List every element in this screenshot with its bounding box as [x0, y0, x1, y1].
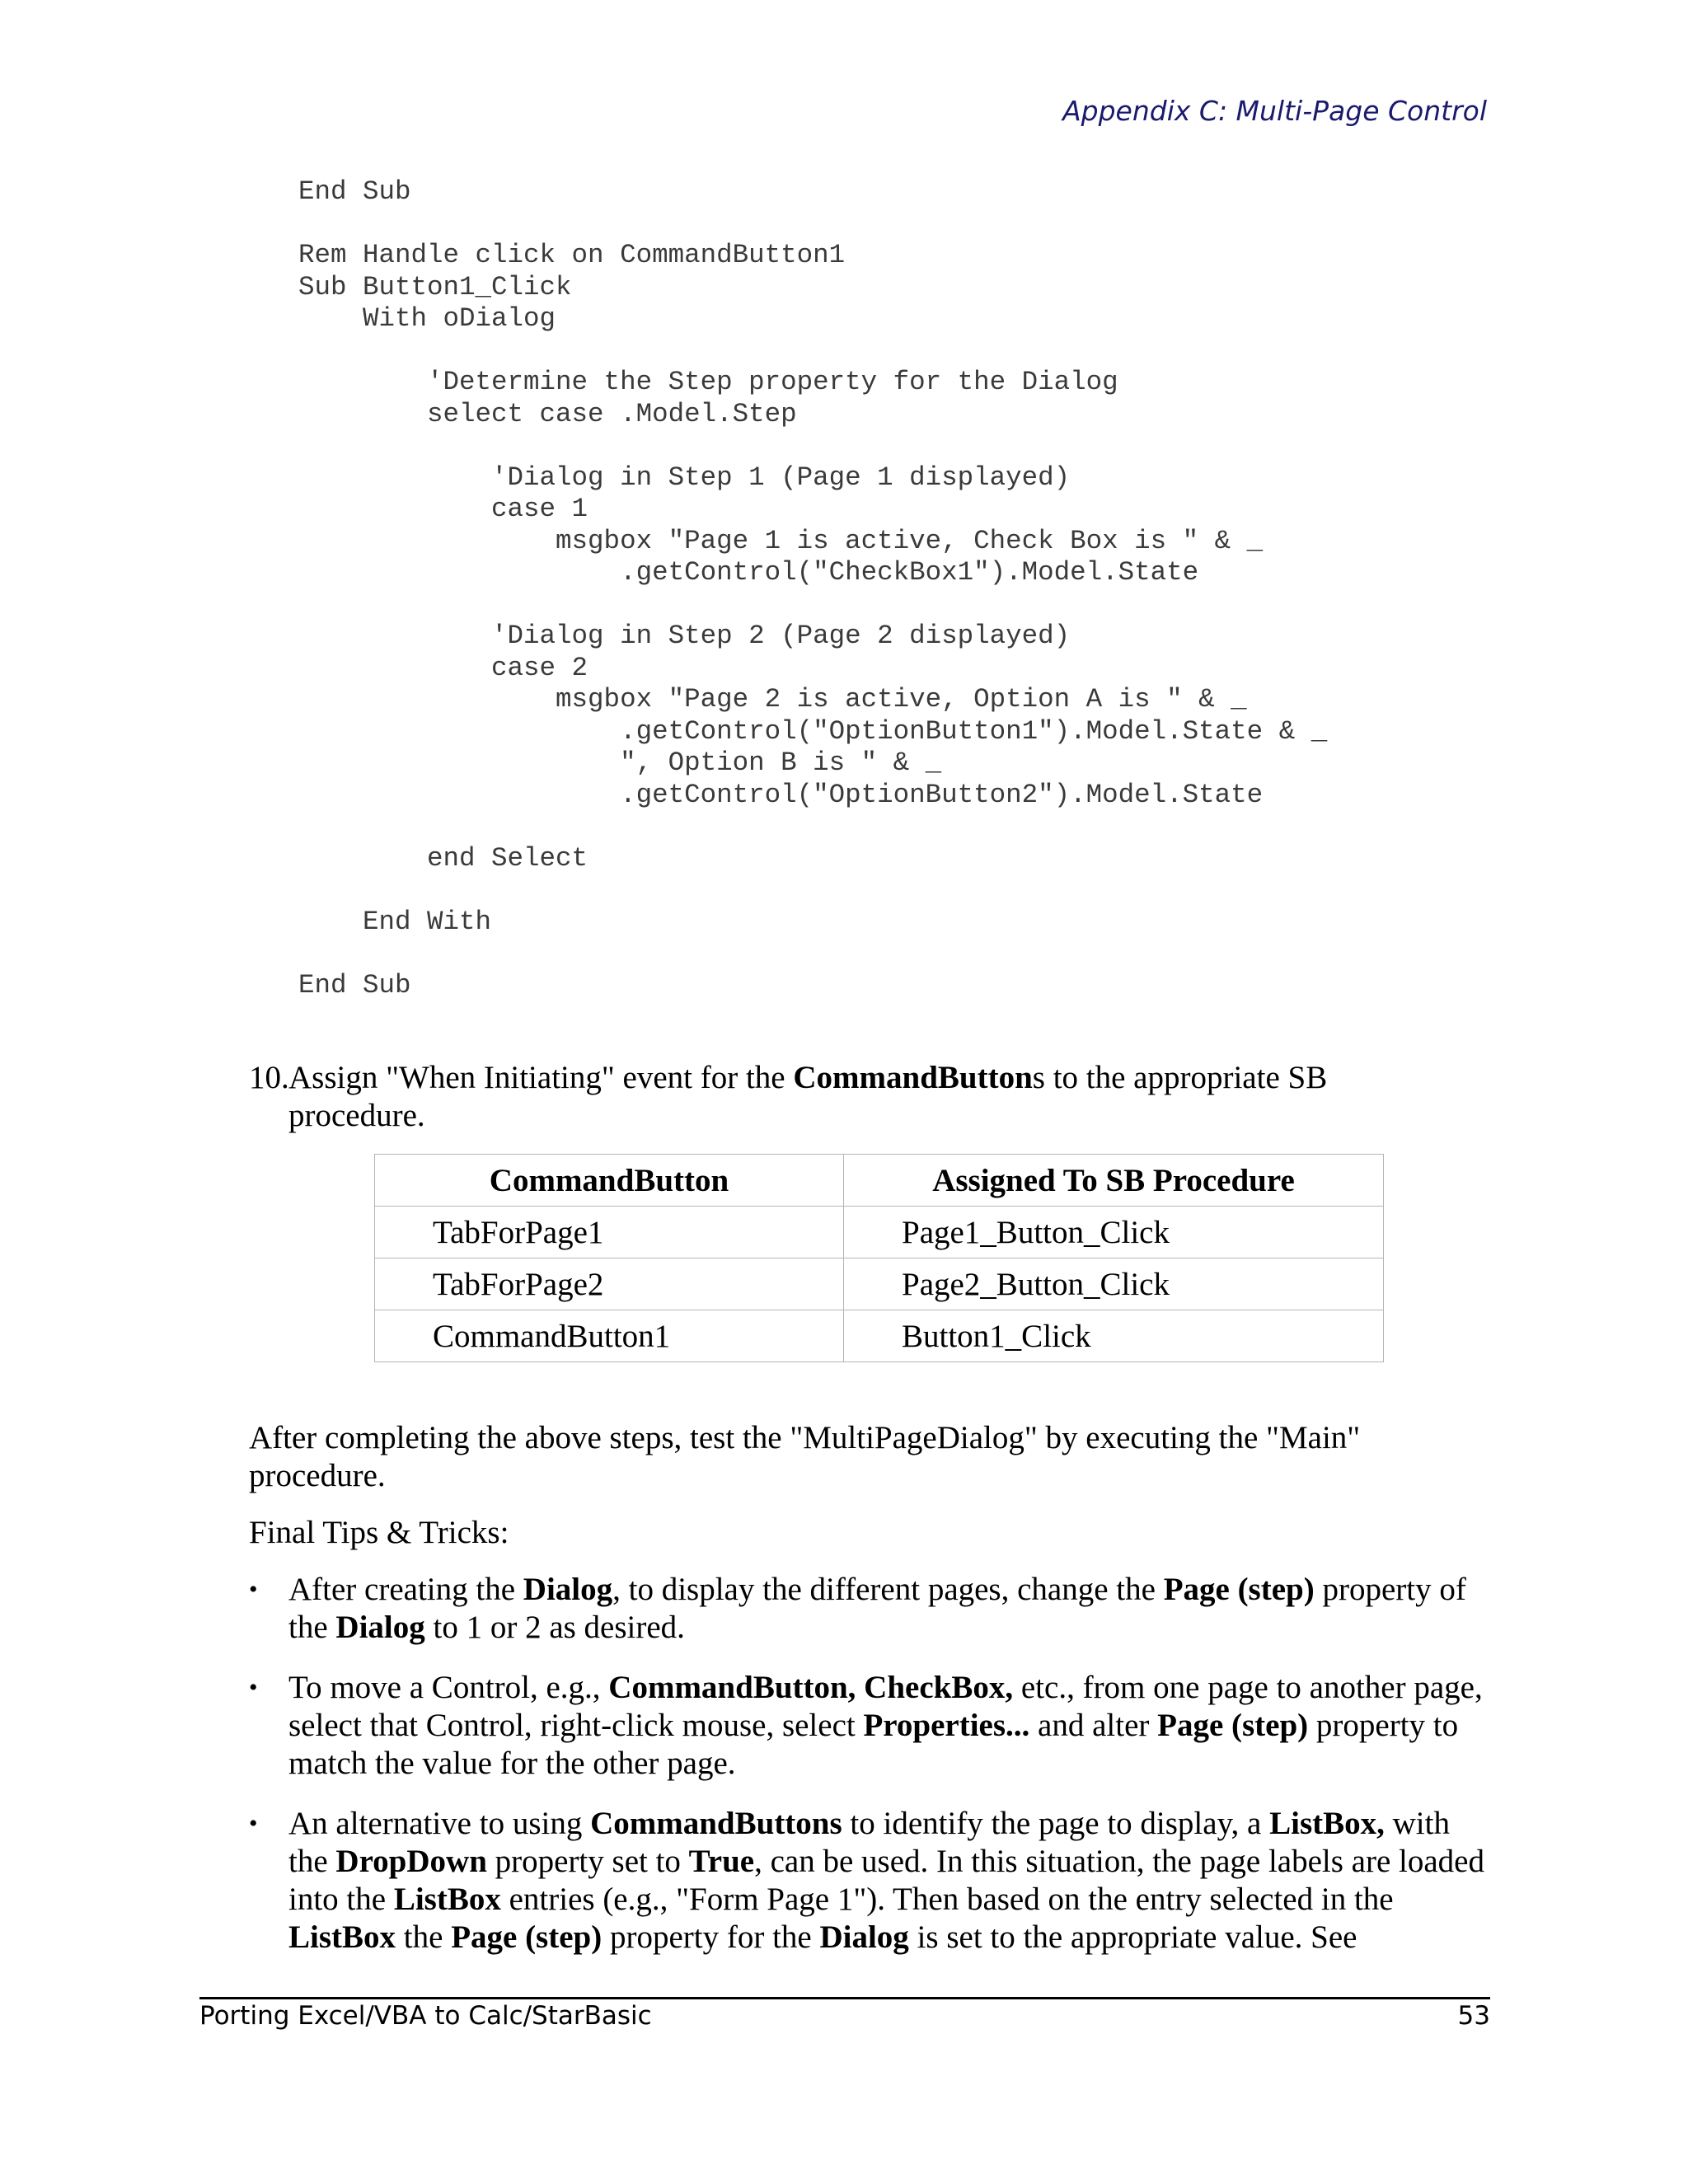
text-bold: Properties... — [863, 1708, 1030, 1743]
bullet-text — [249, 1571, 1493, 1647]
code-line: case 1 — [298, 494, 588, 524]
code-line: .getControl("OptionButton1").Model.State & _ — [298, 715, 1328, 747]
text-part: property of the — [288, 1572, 1466, 1645]
text-bold: Page (step) — [1157, 1708, 1309, 1743]
tip-bullet-2 — [249, 1669, 1493, 1783]
text-bold: True — [688, 1844, 755, 1879]
code-line: End Sub — [298, 969, 411, 1001]
code-line: end Select — [298, 842, 588, 874]
code-line: End Sub — [298, 176, 411, 207]
tip-bullet-1 — [249, 1571, 1493, 1647]
table-cell: CommandButton1 — [375, 1310, 844, 1362]
footer-book-title: Porting Excel/VBA to Calc/StarBasic — [199, 2001, 652, 2031]
footer-divider — [199, 1997, 1490, 1999]
code-line: Rem Handle click on CommandButton1 — [298, 240, 846, 270]
table-cell: Button1_Click — [844, 1310, 1384, 1362]
code-line: End With — [298, 906, 492, 937]
code-line: msgbox "Page 1 is active, Check Box is " & _ — [298, 525, 1264, 556]
code-listing — [298, 176, 1327, 1001]
bullet-icon: • — [249, 1810, 258, 1837]
column-header-procedure: Assigned To SB Procedure — [844, 1155, 1384, 1207]
bullet-icon: • — [249, 1576, 258, 1603]
table-cell: TabForPage1 — [375, 1207, 844, 1258]
code-line — [298, 335, 1327, 368]
text-part: and alter — [1029, 1708, 1158, 1743]
footer-page-number: 53 — [1457, 2001, 1490, 2031]
assignment-table — [374, 1154, 1384, 1362]
table-row — [375, 1258, 1384, 1310]
bullet-icon: • — [249, 1674, 258, 1701]
text-part: is set to the appropriate value. See — [908, 1919, 1357, 1955]
text-part: An alternative to using — [288, 1806, 591, 1841]
text-part: with the — [288, 1806, 1450, 1879]
code-line: 'Determine the Step property for the Dialog — [298, 367, 1118, 397]
code-line — [298, 209, 1327, 241]
text-bold: CommandButton, CheckBox, — [608, 1670, 1014, 1705]
text-bold: Page (step) — [451, 1919, 603, 1955]
step-number: 10. — [249, 1060, 289, 1095]
step-text — [249, 1059, 1469, 1135]
table-cell: Page1_Button_Click — [844, 1207, 1384, 1258]
text-part: property for the — [602, 1919, 820, 1955]
text-part: etc., from one page to another page, select that Control, right-click mouse, select — [288, 1670, 1483, 1743]
code-line: 'Dialog in Step 2 (Page 2 displayed) — [298, 621, 1071, 651]
page-header-title: Appendix C: Multi-Page Control — [1062, 95, 1487, 127]
step-10-item — [249, 1059, 1469, 1135]
text-part: , can be used. In this situation, the page labels are loaded into the — [288, 1844, 1484, 1917]
table-cell: TabForPage2 — [375, 1258, 844, 1310]
text-part: After creating the — [288, 1572, 523, 1607]
code-line: select case .Model.Step — [298, 398, 797, 429]
text-bold: CommandButtons — [590, 1806, 842, 1841]
text-bold: DropDown — [335, 1844, 487, 1879]
tips-heading: Final Tips & Tricks: — [249, 1515, 509, 1550]
code-line: ", Option B is " & _ — [298, 748, 942, 778]
text-bold: Dialog — [819, 1919, 909, 1955]
tip-bullet-3 — [249, 1805, 1493, 1957]
code-line: 'Dialog in Step 1 (Page 1 displayed) — [298, 462, 1071, 493]
text-bold: ListBox — [288, 1919, 396, 1955]
code-line: .getControl("CheckBox1").Model.State — [298, 557, 1199, 588]
text-part: , to display the different pages, change the — [612, 1572, 1164, 1607]
step-text-bold: CommandButton — [793, 1060, 1033, 1095]
code-line: .getControl("OptionButton2").Model.State — [298, 779, 1264, 810]
bullet-text — [249, 1669, 1493, 1783]
bullet-text — [249, 1805, 1493, 1957]
code-line — [298, 874, 1327, 907]
text-bold: Dialog — [523, 1572, 613, 1607]
text-bold: ListBox — [393, 1882, 501, 1917]
table-header-row — [375, 1155, 1384, 1207]
table-row — [375, 1207, 1384, 1258]
code-line — [298, 811, 1327, 843]
code-line — [298, 430, 1327, 462]
code-line — [298, 589, 1327, 621]
code-line: Sub Button1_Click — [298, 271, 572, 302]
text-part: the — [396, 1919, 452, 1955]
table-row — [375, 1310, 1384, 1362]
text-part: To move a Control, e.g., — [288, 1670, 609, 1705]
text-part: property to match the value for the other page. — [288, 1708, 1459, 1781]
text-bold: Dialog — [335, 1610, 425, 1645]
after-steps-paragraph: After completing the above steps, test the "MultiPageDialog" by executing the "Main" procedure. — [249, 1420, 1361, 1493]
text-part: property set to — [486, 1844, 689, 1879]
column-header-commandbutton: CommandButton — [375, 1155, 844, 1207]
step-text-part: Assign "When Initiating" event for the — [288, 1060, 794, 1095]
code-line: With oDialog — [298, 303, 556, 334]
table-cell: Page2_Button_Click — [844, 1258, 1384, 1310]
code-line: msgbox "Page 2 is active, Option A is " & _ — [298, 684, 1247, 715]
text-part: entries (e.g., "Form Page 1"). Then based on the entry selected in the — [500, 1882, 1394, 1917]
text-part: to identify the page to display, a — [842, 1806, 1270, 1841]
code-line: case 2 — [298, 652, 588, 683]
text-bold: Page (step) — [1163, 1572, 1315, 1607]
code-line — [298, 938, 1327, 970]
step-text-part: s to the appropriate SB procedure. — [288, 1060, 1328, 1133]
text-bold: ListBox, — [1269, 1806, 1385, 1841]
text-part: to 1 or 2 as desired. — [424, 1610, 685, 1645]
